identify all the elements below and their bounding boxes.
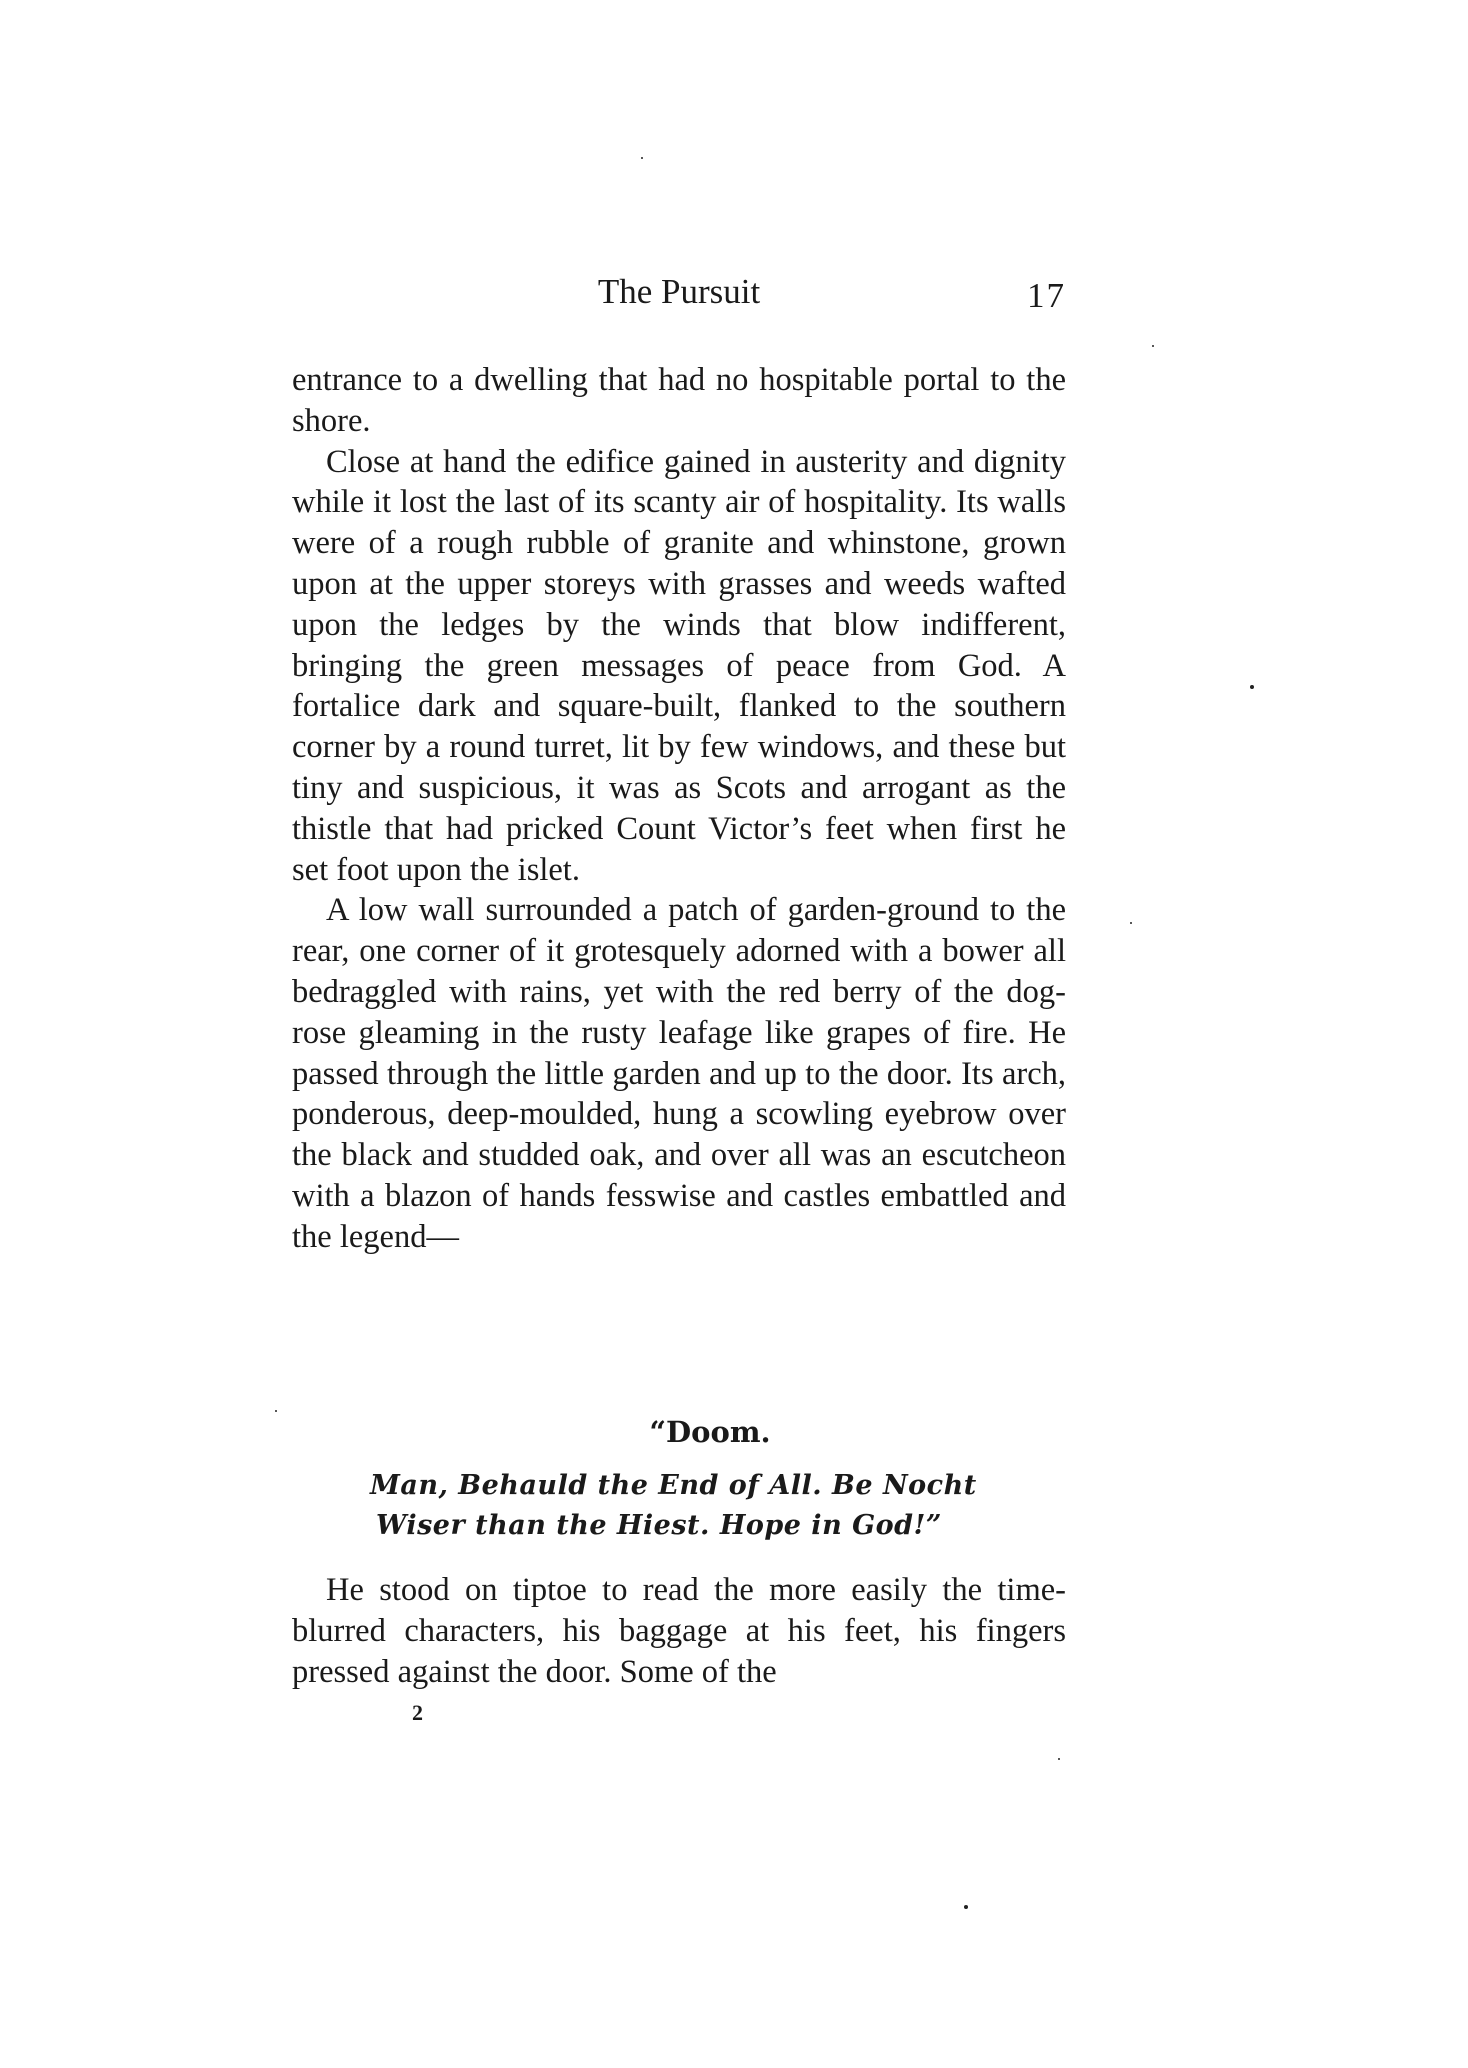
running-title: The Pursuit: [597, 272, 761, 311]
paragraph-4: He stood on tiptoe to read the more easily the time-blurred characters, his baggage at his feet, his fingers pressed against the door. Some of the: [292, 1572, 1066, 1690]
scan-speck: [641, 157, 643, 159]
inscription-line-1: Man, Behauld the End of All. Be Nocht: [370, 1470, 977, 1501]
scan-speck: [1058, 1758, 1060, 1760]
inscription-title: “Doom.: [649, 1415, 771, 1449]
blackletter-inscription: [370, 1412, 1050, 1546]
scan-speck: [964, 1905, 968, 1909]
body-text-top: [292, 360, 1066, 1258]
running-head: [292, 272, 1066, 322]
signature-mark: 2: [412, 1700, 423, 1725]
paragraph-1: entrance to a dwelling that had no hospitable portal to the shore.: [292, 362, 1066, 439]
page-number: 17: [1027, 276, 1066, 315]
scan-speck: [1152, 345, 1154, 347]
scan-speck: [275, 1410, 277, 1412]
scan-speck: [1250, 685, 1254, 689]
inscription-line-2: Wiser than the Hiest. Hope in God!”: [376, 1510, 942, 1541]
paragraph-3: A low wall surrounded a patch of garden-ground to the rear, one corner of it grotesquely adorned with a bower all bedraggled with rains, yet with the red berry of the dog-rose gleaming in the rusty leafage like grapes of fire. He passed through the little garden and up to the door. Its arch, ponderous, deep-moulded, hung a scowling eyebrow over the black and studded oak, and over all was an escutcheon with a blazon of hands fesswise and castles embattled and the legend—: [292, 892, 1066, 1255]
body-text-bottom: [292, 1570, 1066, 1692]
scan-speck: [1130, 922, 1132, 924]
paragraph-2: Close at hand the edifice gained in austerity and dignity while it lost the last of its scanty air of hospitality. Its walls were of a rough rubble of granite and whinstone, grown upon at the upper storeys with grasses and weeds wafted upon the ledges by the winds that blow indifferent, bringing the green messages of peace from God. A fortalice dark and square-built, flanked to the southern corner by a round turret, lit by few windows, and these but tiny and suspicious, it was as Scots and arrogant as the thistle that had pricked Count Victor’s feet when first he set foot upon the islet.: [292, 443, 1066, 888]
